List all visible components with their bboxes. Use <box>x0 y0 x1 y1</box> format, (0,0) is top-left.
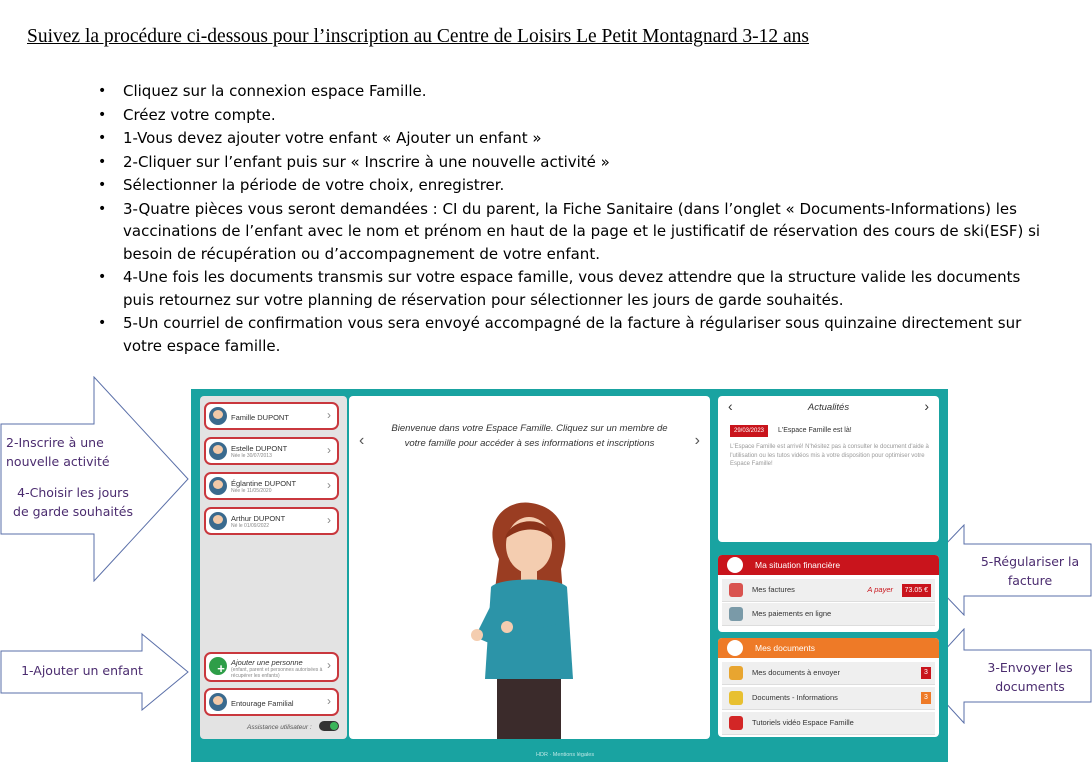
callout-ajouter-text: 1-Ajouter un enfant <box>21 663 143 678</box>
avatar <box>209 512 227 530</box>
chevron-right-icon: › <box>327 694 331 708</box>
step-item: • 1-Vous devez ajouter votre enfant « Ajouter un enfant » <box>98 127 1053 150</box>
tutoriels-row[interactable]: Tutoriels vidéo Espace Famille <box>722 712 935 735</box>
callout-envoyer-text: 3-Envoyer les documents <box>987 660 1073 694</box>
chevron-right-icon: › <box>327 443 331 457</box>
news-date: 29/03/2023 <box>730 425 768 437</box>
welcome-panel <box>349 396 710 739</box>
family-sidebar <box>200 396 347 739</box>
member-birthdate: Née le 30/07/2013 <box>231 453 272 459</box>
news-header: Actualités <box>807 402 850 413</box>
chevron-right-icon: › <box>327 513 331 527</box>
procedure-list <box>98 80 1053 358</box>
avatar <box>209 477 227 495</box>
arrow-callout-inscrire <box>0 376 190 582</box>
news-panel <box>718 396 939 542</box>
right-arrow-shape <box>0 376 190 582</box>
payment-icon <box>729 607 743 621</box>
step-item: • 3-Quatre pièces vous seront demandées : CI du parent, la Fiche Sanitaire (dans l’onglet « Documents-Informations) les vaccinations de l’enfant avec le nom et prénom en haut de la page et le justificatif de réservation des cours de ski(ESF) si besoin de récupération ou d’accompagnement de votre enfant. <box>98 198 1053 266</box>
add-person-label: Ajouter une personne <box>231 658 303 667</box>
chevron-left-icon[interactable]: ‹ <box>728 398 733 414</box>
paiements-row[interactable]: Mes paiements en ligne <box>722 603 935 626</box>
documents-envoyer-row[interactable]: Mes documents à envoyer 3 <box>722 662 935 685</box>
folder-icon <box>729 691 743 705</box>
member-name: Estelle DUPONT <box>231 444 288 453</box>
a-payer-label: A payer <box>867 585 893 594</box>
footer-links[interactable]: HDR · Mentions légales <box>536 752 595 758</box>
documents-header: Mes documents <box>718 638 939 658</box>
avatar <box>209 693 227 711</box>
video-icon <box>729 716 743 730</box>
finance-panel <box>718 555 939 632</box>
member-famille[interactable] <box>204 402 339 430</box>
member-child[interactable] <box>204 437 339 465</box>
news-text: L'Espace Famille est arrivé! N'hésitez pas à consulter le document d'aide à l'utilisation ou les tutos vidéos mis à votre disposition pour optimiser votre Espace Famille! <box>730 444 929 467</box>
callout-regulariser-text: 5-Régulariser la facture <box>980 554 1080 588</box>
espace-famille-screenshot <box>191 389 948 762</box>
add-person-sub: (enfant, parent et personnes autorisées à récupérer les enfants) <box>231 667 323 679</box>
mascot-illustration <box>469 499 589 739</box>
documents-panel <box>718 638 939 737</box>
chevron-right-icon: › <box>327 478 331 492</box>
step-item: • Sélectionner la période de votre choix, enregistrer. <box>98 174 1053 197</box>
carousel-dots[interactable] <box>820 538 832 542</box>
callout-jours-text: 4-Choisir les jours de garde souhaités <box>13 485 133 519</box>
assistance-label: Assistance utilisateur : <box>247 724 312 731</box>
member-name: Famille DUPONT <box>231 413 289 422</box>
step-item: • 5-Un courriel de confirmation vous sera envoyé accompagné de la facture à régulariser sous quinzaine directement sur votre espace famille. <box>98 312 1053 357</box>
add-person-button[interactable] <box>204 652 339 682</box>
chevron-left-icon[interactable]: ‹ <box>359 432 365 449</box>
add-icon: + <box>209 657 227 675</box>
member-child[interactable] <box>204 472 339 500</box>
chevron-right-icon[interactable]: › <box>694 432 700 449</box>
finance-icon <box>727 557 743 573</box>
documents-infos-row[interactable]: Documents - Informations 3 <box>722 687 935 710</box>
member-name: Arthur DUPONT <box>231 514 286 523</box>
invoice-icon <box>729 583 743 597</box>
finance-header: Ma situation financière <box>718 555 939 575</box>
step-item: • Cliquez sur la connexion espace Famille. <box>98 80 1053 103</box>
chevron-right-icon[interactable]: › <box>924 398 929 414</box>
welcome-text: Bienvenue dans votre Espace Famille. Cliquez sur un membre de votre famille pour accéder à ses informations et inscriptions <box>391 423 668 449</box>
chevron-right-icon: › <box>327 408 331 422</box>
count-badge: 3 <box>921 667 931 679</box>
member-name: Églantine DUPONT <box>231 479 297 488</box>
upload-icon <box>729 666 743 680</box>
member-child[interactable] <box>204 507 339 535</box>
chevron-right-icon: › <box>327 658 331 672</box>
avatar <box>209 442 227 460</box>
documents-icon <box>727 640 743 656</box>
arrow-callout-ajouter <box>0 633 190 711</box>
step-item: • 2-Cliquer sur l’enfant puis sur « Inscrire à une nouvelle activité » <box>98 151 1053 174</box>
count-badge: 3 <box>921 692 931 704</box>
step-item: • Créez votre compte. <box>98 104 1053 127</box>
news-title: L'Espace Famille est là! <box>778 427 852 434</box>
callout-inscrire-text: 2-Inscrire à une nouvelle activité <box>6 435 110 469</box>
amount-badge: 73.05 € <box>902 584 931 597</box>
mes-factures-row[interactable]: Mes factures A payer 73.05 € <box>722 579 935 602</box>
entourage-label: Entourage Familial <box>231 699 294 708</box>
avatar <box>209 407 227 425</box>
member-birthdate: Né le 01/09/2022 <box>231 523 270 529</box>
page-title: Suivez la procédure ci-dessous pour l’inscription au Centre de Loisirs Le Petit Montagnard 3-12 ans <box>27 26 809 47</box>
assistance-toggle[interactable] <box>319 721 339 731</box>
step-item: • 4-Une fois les documents transmis sur votre espace famille, vous devez attendre que la structure valide les documents puis retournez sur votre planning de réservation pour sélectionner les jours de garde souhaités. <box>98 266 1053 311</box>
member-birthdate: Née le 11/05/2020 <box>231 488 272 494</box>
entourage-button[interactable] <box>204 688 339 716</box>
